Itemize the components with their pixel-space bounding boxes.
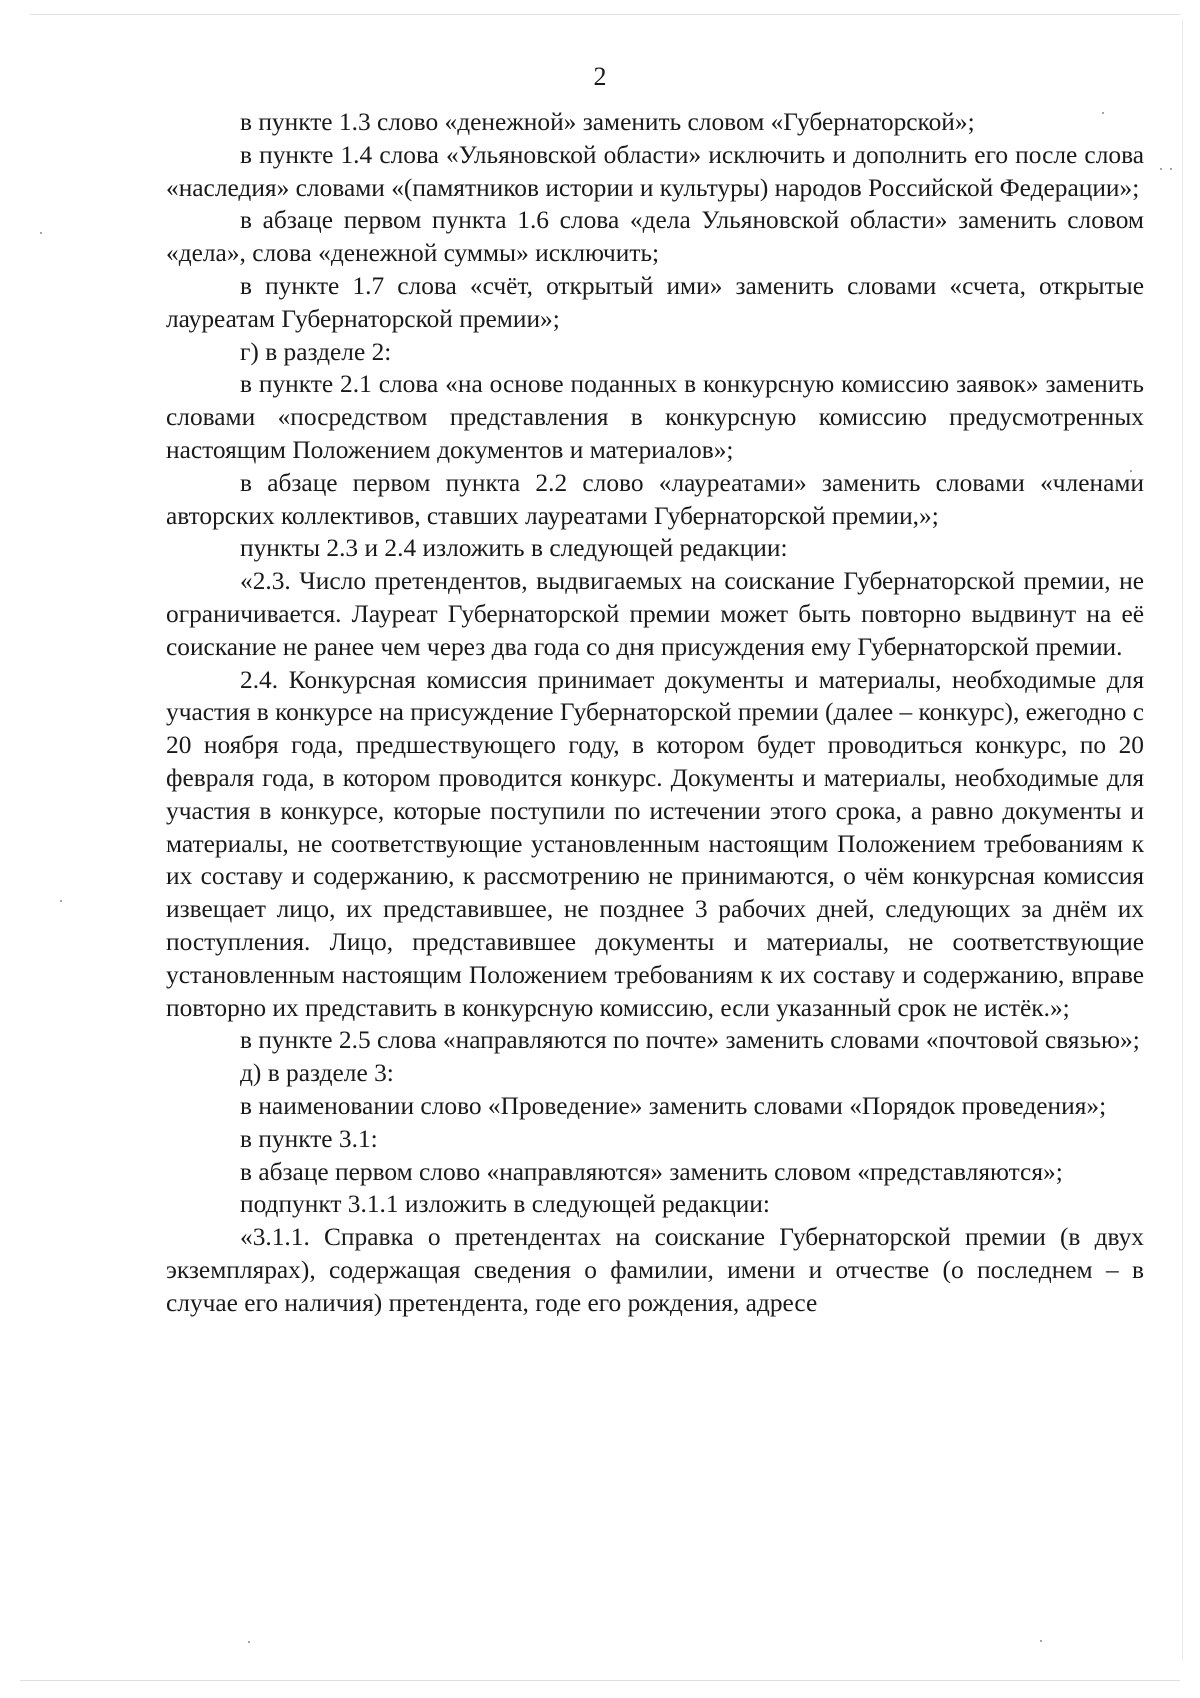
scan-edge-top [30,14,1180,15]
scan-speck [40,232,42,234]
paragraph: «3.1.1. Справка о претендентах на соискание Губернаторской премии (в двух экземплярах), содержащая сведения о фамилии, имени и отчестве (о последнем – в случае его наличия) претендента, годе его рождения, адресе [166,1223,1144,1317]
paragraph: «2.3. Число претендентов, выдвигаемых на соискание Губернаторской премии, не ограничивается. Лауреат Губернаторской премии может быть повторно выдвинут на её соискание не ранее чем через два года со дня присуждения ему Губернаторской премии. [166,567,1144,661]
paragraph: пункты 2.3 и 2.4 изложить в следующей редакции: [240,534,788,563]
paragraph: в пункте 2.5 слова «направляются по почте» заменить словами «почтовой связью»; [240,1026,1140,1055]
scan-speck [1160,168,1162,170]
scan-speck [60,900,62,902]
paragraph: в пункте 3.1: [240,1124,378,1153]
paragraph: в абзаце первом пункта 2.2 слово «лауреатами» заменить словами «членами авторских коллективов, ставших лауреатами Губернаторской премии,»; [166,468,1144,530]
paragraph: 2.4. Конкурсная комиссия принимает документы и материалы, необходимые для участия в конкурсе на присуждение Губернаторской премии (далее – конкурс), ежегодно с 20 ноября года, предшествующего году, в котором будет проводиться конкурс, по 20 февраля года, в котором проводится конкурс. Документы и материалы, необходимые для участия в конкурсе, которые поступили по истечении этого срока, а равно документы и материалы, не соответствующие установленным настоящим Положением требованиям к их составу и содержанию, к рассмотрению не принимаются, о чём конкурсная комиссия извещает лицо, их представившее, не позднее 3 рабочих дней, следующих за днём их поступления. Лицо, представившее документы и материалы, не соответствующие установленным настоящим Положением требованиям к их составу и содержанию, вправе повторно их представить в конкурсную комиссию, если указанный срок не истёк.»; [166,665,1144,1022]
scan-speck [1040,1640,1042,1642]
paragraph: г) в разделе 2: [240,337,392,366]
paragraph: в наименовании слово «Проведение» заменить словами «Порядок проведения»; [240,1091,1107,1120]
paragraph: в пункте 1.4 слова «Ульяновской области» исключить и дополнить его после слова «наследия» словами «(памятников истории и культуры) народов Российской Федерации»; [166,140,1144,202]
paragraph: в абзаце первом пункта 1.6 слова «дела Ульяновской области» заменить словом «дела», слова «денежной суммы» исключить; [166,206,1144,268]
paragraph: в пункте 1.7 слова «счёт, открытый ими» заменить словами «счета, открытые лауреатам Губернаторской премии»; [166,271,1144,333]
page-number: 2 [593,62,607,91]
scan-edge-right [1182,20,1183,1660]
scan-speck [248,1641,250,1643]
paragraph: д) в разделе 3: [240,1059,394,1088]
scan-edge-bottom [20,1680,1180,1681]
paragraph: подпункт 3.1.1 изложить в следующей редакции: [240,1190,770,1219]
document-body [166,106,1144,1319]
paragraph: в пункте 2.1 слова «на основе поданных в конкурсную комиссию заявок» заменить словами «посредством представления в конкурсную комиссию предусмотренных настоящим Положением документов и материалов»; [166,370,1144,464]
scan-speck [1170,168,1172,170]
paragraph: в абзаце первом слово «направляются» заменить словом «представляются»; [240,1157,1063,1186]
paragraph: в пункте 1.3 слово «денежной» заменить словом «Губернаторской»; [240,108,975,136]
